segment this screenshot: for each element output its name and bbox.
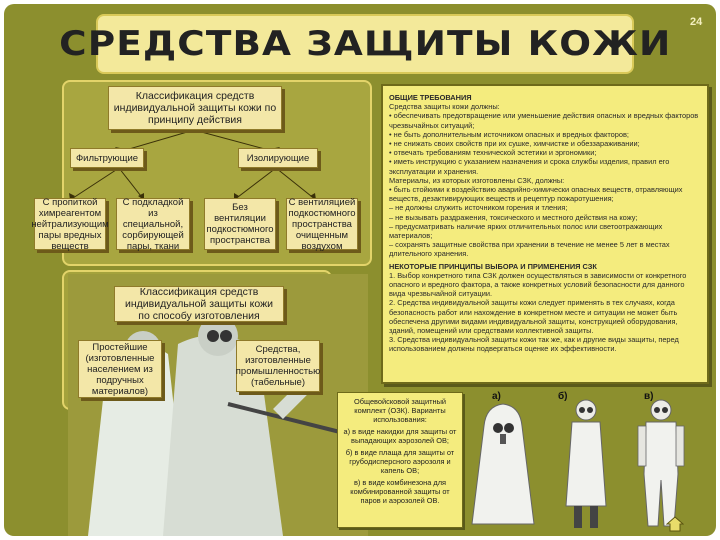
principles-line: 2. Средства индивидуальной защиты кожи следует применять в тех случаях, когда безопасность работ или нахождение в конкретном месте и ситуации не может быть обеспечена другими видами индивидуальной защиты, конструкцией оборудования, зданий, помещений или средствами коллективной защиты. [389, 298, 678, 336]
slide [4, 4, 716, 536]
kit-variants-box [337, 392, 463, 528]
figure-label-b: б) [558, 391, 568, 402]
principles-line: 1. Выбор конкретного типа СЗК должен осуществляться в зависимости от конкретного опасного и вредного фактора, а также конкретных условий безопасности для данного вида чрезвычайной ситуации. [389, 270, 687, 299]
principles-heading: НЕКОТОРЫЕ ПРИНЦИПЫ ВЫБОРА И ПРИМЕНЕНИЯ СЗК [389, 261, 597, 271]
kit-variant: а) в виде накидки для защиты от выпадающих аэрозолей ОВ; [343, 427, 457, 445]
classification-manufacture-heading: Классификация средств индивидуальной защиты кожи по способу изготовления [114, 286, 284, 322]
industrial-box: Средства, изготовленные промышленностью (табельные) [236, 340, 320, 392]
requirements-line: – не вызывать раздражения, токсического и местного действия на кожу; [389, 212, 638, 222]
leaf-without-ventilation: Без вентиляции подкостюмного пространства [204, 198, 276, 250]
requirements-line: – предусматривать наличие ярких отличительных полос или светоотражающих материалов; [389, 221, 663, 241]
requirements-heading: ОБЩИЕ ТРЕБОВАНИЯ [389, 93, 472, 102]
kit-variant: в) в виде комбинезона для комбинированной защиты от паров и аэрозолей ОВ. [350, 478, 450, 505]
improvised-box: Простейшие (изготовленные населением из подручных материалов) [78, 340, 162, 398]
figure-cloak [556, 396, 616, 534]
kit-variant: б) в виде плаща для защиты от грубодисперсного аэрозоля и капель ОВ; [345, 448, 455, 475]
leaf-sorbing-lining: С подкладкой из специальной, сорбирующей пары, ткани [116, 198, 190, 250]
requirements-line: – не должны служить источником горения и тления; [389, 203, 568, 213]
leaf-chemical-impregnation: С пропиткой химреагентом нейтрализующим пары вредных веществ [31, 196, 109, 252]
home-icon[interactable] [666, 516, 684, 532]
requirements-line: • быть стойкими к воздействию аварийно-химически опасных веществ, отравляющих веществ, дезактивирующих веществ и рецептур пожаротушения; [389, 185, 683, 204]
isolating-box: Изолирующие [238, 148, 318, 168]
requirements-line: • иметь инструкцию с указанием назначения и срока службы изделия, правил его эксплуатации и хранения. [389, 157, 670, 176]
requirements-line: Средства защиты кожи должны: [389, 102, 500, 112]
kit-title: Общевойсковой защитный комплект (ОЗК). Варианты использования: [353, 397, 447, 424]
figure-cape [468, 396, 538, 534]
classification-action-heading: Классификация средств индивидуальной защиты кожи по принципу действия [108, 86, 282, 130]
principles-line: 3. Средства индивидуальной защиты кожи так же, как и другие виды защиты, перед использованием должны подвергаться оценке их эффективности. [389, 335, 679, 354]
figure-label-a: а) [492, 391, 501, 402]
page-number: 24 [690, 16, 703, 28]
leaf-with-ventilation: С вентиляцией подкостюмного пространства очищенным воздухом [286, 198, 358, 250]
requirements-panel [381, 84, 709, 384]
filtering-box: Фильтрующие [70, 148, 144, 168]
requirements-line: • обеспечивать предотвращение или уменьшение действия опасных и вредных факторов чрезвычайных ситуаций; [389, 111, 699, 130]
requirements-line: • не быть дополнительным источником опасных и вредных факторов; [389, 129, 629, 139]
figure-label-c: в) [644, 391, 654, 402]
figure-overalls [630, 396, 692, 534]
requirements-line: • отвечать требованиям технической эстетики и эргономики; [389, 148, 597, 158]
page-title: СРЕДСТВА ЗАЩИТЫ КОЖИ [58, 24, 672, 64]
requirements-line: Материалы, из которых изготовлены СЗК, должны: [389, 175, 565, 185]
requirements-line: – сохранять защитные свойства при хранении в течение не менее 5 лет в местах длительного хранения. [389, 240, 670, 259]
requirements-line: • не снижать своих свойств при их сушке, химчистке и обеззараживании; [389, 139, 640, 149]
